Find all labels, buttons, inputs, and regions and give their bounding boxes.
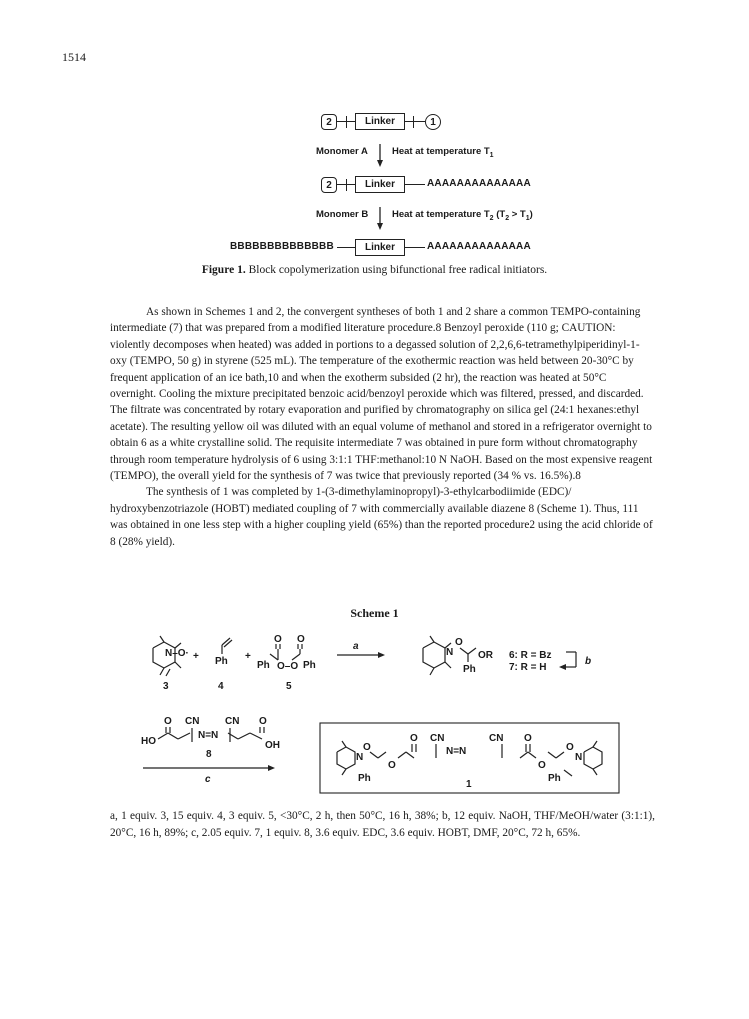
scheme-title: Scheme 1	[350, 606, 399, 620]
page-number: 1514	[62, 50, 86, 64]
polymer-block-a: AAAAAAAAAAAAAA	[427, 178, 531, 189]
figure-caption: Figure 1. Block copolymerization using bifunctional free radical initiators.	[201, 264, 548, 276]
product1-o-left: O	[410, 733, 418, 744]
heat-t1-label: Heat at temperature $T_1$	[392, 146, 494, 159]
compound-7-label: 7: R = H	[509, 662, 547, 673]
paragraph-1: As shown in Schemes 1 and 2, the convergent syntheses of both 1 and 2 share a common TEMPO-containing intermediate (7) that was prepared from a modified literature procedure.8 Benzoyl peroxide (110 g; CAUTION: violently decomposes when heated) was added in portions to a degassed solution of 2,2,6,6-tetramethylpiperidinyl-1-oxy (TEMPO, 50 g) in styrene (525 mL). The temperature of the exothermic reaction was held between 20-30°C by frequent application of an ice bath,10 and when the exotherm subsided (2 hr), the reaction was heated at 50°C overnight. Cooling the mixture precipitated benzoic acid/benzoyl peroxide which was filtered, pressed, and discarded. The filtrate was concentrated by rotary evaporation and purified by chromatography on silica gel (24:1 hexanes:ethyl acetate). The resulting yellow oil was diluted with an equal volume of methanol and stored in a refrigerator overnight to obtain 6 as a white crystalline solid. The requisite intermediate 7 was obtained in pure form without chromatography through room temperature hydrolysis of 6 using 3:1:1 THF:methanol:10 N NaOH. Based on the most expensive reagent (TEMPO), the overall yield for the synthesis of 7 was twice that previously reported (34 % vs. 16.5%).8	[110, 306, 653, 483]
tempo-nitroxide-label: N–O·	[165, 648, 189, 659]
product1-cn-left: CN	[430, 733, 445, 744]
polymer-block-a: AAAAAAAAAAAAAA	[427, 241, 531, 252]
product1-o-ester-left: O	[388, 760, 396, 771]
compound-6-label: 6: R = Bz	[509, 650, 552, 661]
plus-sign: +	[193, 651, 199, 662]
product1-ph-left: Ph	[358, 773, 371, 784]
product1-o-ring-left: O	[363, 742, 371, 753]
heat-t2-label: Heat at temperature $T_2$ $(T_2 > T_1)$	[392, 209, 533, 222]
product1-cn-right: CN	[489, 733, 504, 744]
bpo-ph-right-label: Ph	[303, 660, 316, 671]
product1-o-ring-right: O	[566, 742, 574, 753]
diazene-cn-left: CN	[185, 716, 200, 727]
compound-4-label: 4	[218, 681, 224, 692]
monomer-b-label: Monomer B	[316, 209, 369, 220]
initiator-site-1-circle: 1	[425, 114, 441, 130]
product1-o-ester-right: O	[538, 760, 546, 771]
paragraph-2: The synthesis of 1 was completed by 1-(3-dimethylaminopropyl)-3-ethylcarbodiimide (EDC)/ hydroxybenzotriazole (HOBT) mediated coupling of 7 with commercially available diazene 8 (Scheme 1). Thus, 111 was obtained in one less step with a higher coupling yield (65%) than the reported procedure2 using the acid chloride of 8 (28% yield).	[110, 486, 653, 548]
polymer-block-b: BBBBBBBBBBBBBB	[230, 241, 334, 252]
product1-n-left: N	[356, 752, 364, 763]
bpo-peroxide-label: O–O	[277, 661, 299, 672]
step-a-label: a	[353, 641, 359, 652]
initiator-site-2-box: 2	[321, 114, 337, 130]
monomer-a-label: Monomer A	[316, 146, 368, 157]
bpo-ph-left-label: Ph	[257, 660, 270, 671]
product1-n-right: N	[575, 752, 583, 763]
product1-o-right: O	[524, 733, 532, 744]
product1-ph-right: Ph	[548, 773, 561, 784]
product-or-label: OR	[478, 650, 493, 661]
diazene-o-left: O	[164, 716, 172, 727]
compound-3-label: 3	[163, 681, 169, 692]
initiator-site-2-box: 2	[321, 177, 337, 193]
step-b-label: b	[585, 656, 592, 667]
step-c-label: c	[205, 774, 211, 785]
styrene-ph-label: Ph	[215, 656, 228, 667]
linker-box: Linker	[355, 176, 405, 193]
diazene-oh-label: OH	[265, 740, 280, 751]
linker-box: Linker	[355, 113, 405, 130]
diazene-ho-label: HO	[141, 736, 156, 747]
product-o-label: O	[455, 637, 463, 648]
linker-box: Linker	[355, 239, 405, 256]
product-n-label: N	[446, 647, 454, 658]
scheme-labels	[141, 634, 591, 790]
bpo-o-left: O	[274, 634, 282, 645]
bpo-o-right: O	[297, 634, 305, 645]
plus-sign: +	[245, 651, 251, 662]
product-ph-label: Ph	[463, 664, 476, 675]
compound-1-label: 1	[466, 779, 472, 790]
diazene-azo-label: N=N	[198, 730, 219, 741]
scheme-footnote: a, 1 equiv. 3, 15 equiv. 4, 3 equiv. 5, <30°C, 2 h, then 50°C, 16 h, 38%; b, 12 equiv. NaOH, THF/MeOH/water (3:1:1), 20°C, 16 h, 89%; c, 2.05 equiv. 7, 1 equiv. 8, 3.6 equiv. EDC, 3.6 equiv. HOBT, DMF, 20°C, 72 h, 65%.	[110, 810, 655, 839]
compound-8-label: 8	[206, 749, 212, 760]
diazene-cn-right: CN	[225, 716, 240, 727]
compound-5-label: 5	[286, 681, 292, 692]
diazene-o-right: O	[259, 716, 267, 727]
product1-azo-label: N=N	[446, 746, 467, 757]
